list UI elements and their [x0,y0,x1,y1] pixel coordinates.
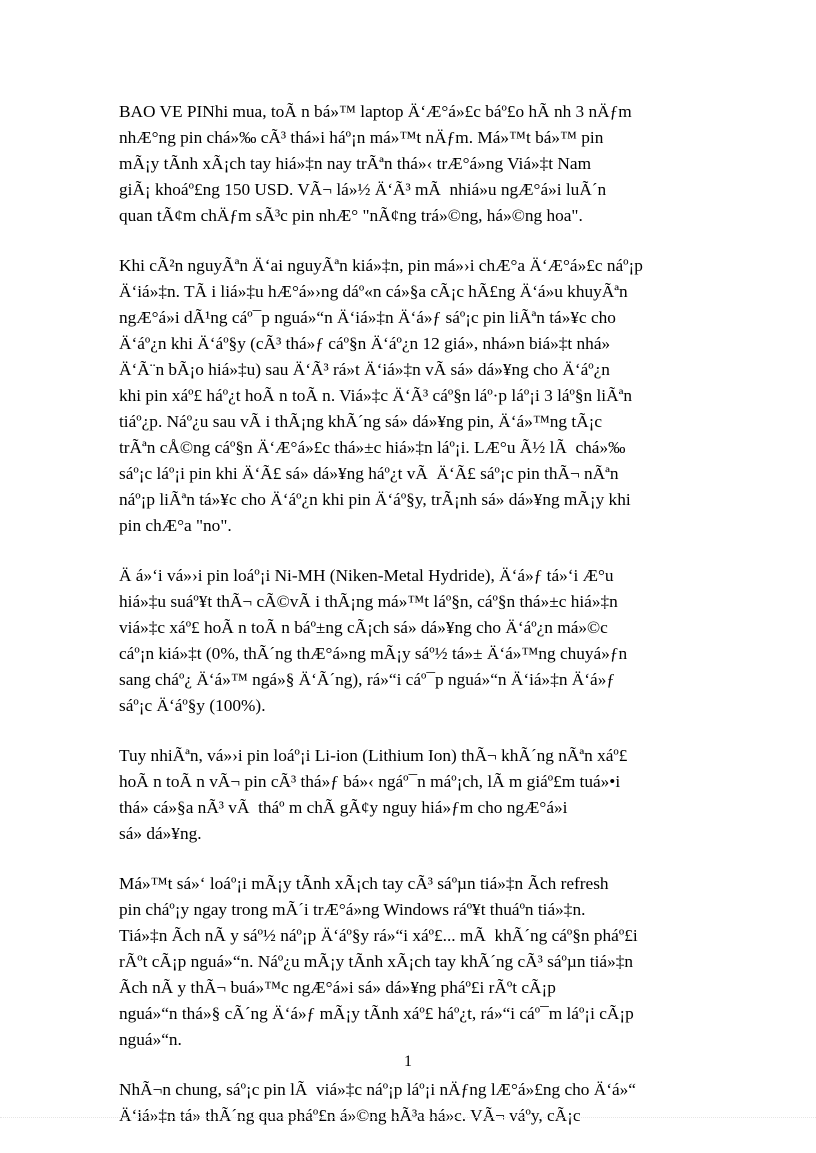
text-line: nhÆ°ng pin chá»‰ cÃ³ thá»i háº¡n má»™t nÄƒm. Má»™t bá»™ pin [119,128,604,147]
text-line: NhÃ¬n chung, sáº¡c pin lÃ viá»‡c náº¡p láº¡i nÄƒng lÆ°á»£ng cho Ä‘á»“ [119,1080,636,1099]
text-line: ngÆ°á»i dÃ¹ng cáº¯p nguá»“n Ä‘iá»‡n Ä‘á»ƒ sáº¡c pin liÃªn tá»¥c cho [119,308,616,327]
text-line: sang cháº¿ Ä‘á»™ ngá»§ Ä‘Ã´ng), rá»“i cáº¯p nguá»“n Ä‘iá»‡n Ä‘á»ƒ [119,670,615,689]
text-line: hiá»‡u suáº¥t thÃ¬ cÃ©vÃ i thÃ¡ng má»™t láº§n, cáº§n thá»±c hiá»‡n [119,592,618,611]
text-line: Khi cÃ²n nguyÃªn Ä‘ai nguyÃªn kiá»‡n, pin má»›i chÆ°a Ä‘Æ°á»£c náº¡p [119,256,643,275]
paragraph-2 [119,253,709,539]
text-line: Tuy nhiÃªn, vá»›i pin loáº¡i Li-ion (Lithium Ion) thÃ¬ khÃ´ng nÃªn xáº£ [119,746,628,765]
text-line: sáº¡c Ä‘áº§y (100%). [119,696,266,715]
paragraph-1 [119,99,709,229]
text-line: nguá»“n. [119,1030,182,1049]
text-line: pin cháº¡y ngay trong mÃ´i trÆ°á»ng Windows ráº¥t thuáºn tiá»‡n. [119,900,586,919]
text-line: Ä‘áº¿n khi Ä‘áº§y (cÃ³ thá»ƒ cáº§n Ä‘áº¿n 12 giá», nhá»n biá»‡t nhá» [119,334,611,353]
text-line: cáº¡n kiá»‡t (0%, thÃ´ng thÆ°á»ng mÃ¡y sáº½ tá»± Ä‘á»™ng chuyá»ƒn [119,644,628,663]
text-line: viá»‡c xáº£ hoÃ n toÃ n báº±ng cÃ¡ch sá» dá»¥ng cho Ä‘áº¿n má»©c [119,618,608,637]
text-line: náº¡p liÃªn tá»¥c cho Ä‘áº¿n khi pin Ä‘áº§y, trÃ¡nh sá» dá»¥ng mÃ¡y khi [119,490,631,509]
paragraph-6 [119,1077,709,1129]
text-line: khi pin xáº£ háº¿t hoÃ n toÃ n. Viá»‡c Ä‘Ã³ cáº§n láº·p láº¡i 3 láº§n liÃªn [119,386,632,405]
text-line: hoÃ n toÃ n vÃ¬ pin cÃ³ thá»ƒ bá»‹ ngáº¯n máº¡ch, lÃ m giáº£m tuá»•i [119,772,621,791]
text-line: tiáº¿p. Náº¿u sau vÃ i thÃ¡ng khÃ´ng sá» dá»¥ng pin, Ä‘á»™ng tÃ¡c [119,412,603,431]
text-line: rÃºt cÃ¡p nguá»“n. Náº¿u mÃ¡y tÃnh xÃ¡ch tay khÃ´ng cÃ³ sáºµn tiá»‡n [119,952,633,971]
text-line: thá» cá»§a nÃ³ vÃ tháº m chÃ gÃ¢y nguy hiá»ƒm cho ngÆ°á»i [119,798,568,817]
text-line: trÃªn cÅ©ng cáº§n Ä‘Æ°á»£c thá»±c hiá»‡n láº¡i. LÆ°u Ã½ lÃ chá»‰ [119,438,626,457]
text-line: Tiá»‡n Ãch nÃ y sáº½ náº¡p Ä‘áº§y rá»“i xáº£... mÃ khÃ´ng cáº§n pháº£i [119,926,638,945]
text-line: sáº¡c láº¡i pin khi Ä‘Ã£ sá» dá»¥ng háº¿t vÃ Ä‘Ã£ sáº¡c pin thÃ¬ nÃªn [119,464,619,483]
text-line: quan tÃ¢m chÄƒm sÃ³c pin nhÆ° "nÃ¢ng trá»©ng, há»©ng hoa". [119,206,583,225]
text-line: Ä á»‘i vá»›i pin loáº¡i Ni-MH (Niken-Metal Hydride), Ä‘á»ƒ tá»‘i Æ°u [119,566,614,585]
text-line: mÃ¡y tÃnh xÃ¡ch tay hiá»‡n nay trÃªn thá»‹ trÆ°á»ng Viá»‡t Nam [119,154,592,173]
paragraph-3 [119,563,709,719]
page-bottom-edge [0,1117,816,1118]
text-line: pin chÆ°a "no". [119,516,232,535]
text-line: Ä‘iá»‡n. TÃ i liá»‡u hÆ°á»›ng dáº«n cá»§a cÃ¡c hÃ£ng Ä‘á»u khuyÃªn [119,282,628,301]
text-line: Ä‘iá»‡n tá» thÃ´ng qua pháº£n á»©ng hÃ³a há»c. VÃ¬ váºy, cÃ¡c [119,1106,581,1125]
text-line: Ãch nÃ y thÃ¬ buá»™c ngÆ°á»i sá» dá»¥ng pháº£i rÃºt cÃ¡p [119,978,556,997]
text-line: BAO VE PINhi mua, toÃ n bá»™ laptop Ä‘Æ°á»£c báº£o hÃ nh 3 nÄƒm [119,102,632,121]
page-number: 1 [404,1053,412,1070]
text-line: Má»™t sá»‘ loáº¡i mÃ¡y tÃnh xÃ¡ch tay cÃ³ sáºµn tiá»‡n Ãch refresh [119,874,609,893]
text-line: sá» dá»¥ng. [119,824,202,843]
body-text [119,99,709,1153]
text-line: Ä‘Ã¨n bÃ¡o hiá»‡u) sau Ä‘Ã³ rá»t Ä‘iá»‡n vÃ sá» dá»¥ng cho Ä‘áº¿n [119,360,610,379]
text-line: giÃ¡ khoáº£ng 150 USD. VÃ¬ lá»½ Ä‘Ã³ mÃ nhiá»u ngÆ°á»i luÃ´n [119,180,607,199]
paragraph-5 [119,871,709,1053]
text-line: nguá»“n thá»§ cÃ´ng Ä‘á»ƒ mÃ¡y tÃnh xáº£ háº¿t, rá»“i cáº¯m láº¡i cÃ¡p [119,1004,634,1023]
paragraph-4 [119,743,709,847]
